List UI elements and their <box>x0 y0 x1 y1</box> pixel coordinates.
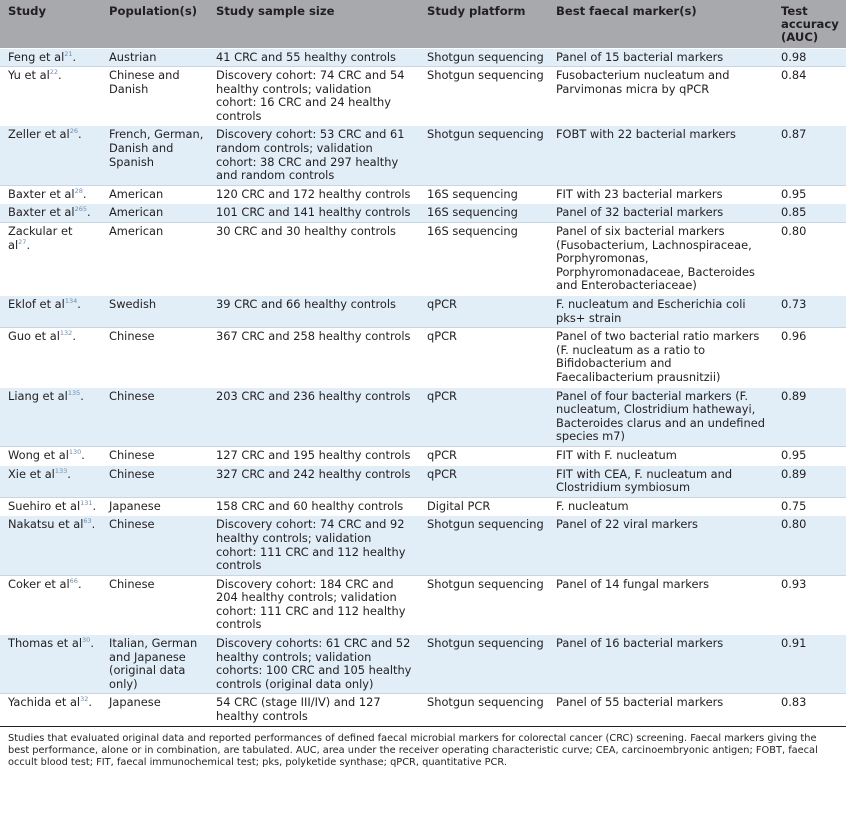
platform-cell: Digital PCR <box>419 497 548 516</box>
platform-cell: qPCR <box>419 296 548 328</box>
table-row <box>0 48 846 67</box>
marker-cell: F. nucleatum and Escherichia coli pks+ strain <box>548 296 773 328</box>
sample-size-cell: 127 CRC and 195 healthy controls <box>208 446 419 465</box>
study-author: Baxter et al <box>8 186 75 201</box>
population-cell: Austrian <box>101 48 208 67</box>
study-author: Zeller et al <box>8 127 70 142</box>
population-cell: Japanese <box>101 694 208 726</box>
platform-cell: Shotgun sequencing <box>419 635 548 694</box>
table-row <box>0 185 846 204</box>
marker-cell: Panel of six bacterial markers (Fusobacterium, Lachnospiraceae, Porphyromonas, Porphyromonadaceae, Bacteroides and Enterobacteriaceae) <box>548 223 773 296</box>
reference-number: 265 <box>74 205 87 214</box>
platform-cell: Shotgun sequencing <box>419 575 548 634</box>
platform-cell: 16S sequencing <box>419 223 548 296</box>
auc-cell: 0.93 <box>773 575 846 634</box>
population-cell: American <box>101 223 208 296</box>
marker-cell: FIT with 23 bacterial markers <box>548 185 773 204</box>
marker-cell: Panel of 14 fungal markers <box>548 575 773 634</box>
marker-cell: Panel of two bacterial ratio markers (F. nucleatum as a ratio to Bifidobacterium and Faecalibacterium prausnitzii) <box>548 328 773 387</box>
reference-number: 63 <box>83 517 92 526</box>
marker-cell: Panel of 15 bacterial markers <box>548 48 773 67</box>
study-author: Yachida et al <box>8 695 81 710</box>
reference-number: 135 <box>67 388 81 397</box>
reference-number: 66 <box>69 576 78 585</box>
population-cell: Chinese <box>101 575 208 634</box>
header-sample-size: Study sample size <box>208 0 419 48</box>
study-author: Xie et al <box>8 466 55 481</box>
population-cell: American <box>101 204 208 223</box>
study-cell: Zackular et al$^{27}$. <box>0 223 101 296</box>
study-cell: Baxter et al$^{265}$. <box>0 204 101 223</box>
auc-cell: 0.83 <box>773 694 846 726</box>
marker-cell: Panel of 16 bacterial markers <box>548 635 773 694</box>
auc-cell: 0.95 <box>773 446 846 465</box>
table-row <box>0 296 846 328</box>
table-row <box>0 67 846 126</box>
table-row <box>0 223 846 296</box>
population-cell: Italian, German and Japanese (original data only) <box>101 635 208 694</box>
reference-number: 30 <box>82 636 91 645</box>
table-row <box>0 694 846 726</box>
auc-cell: 0.80 <box>773 516 846 575</box>
platform-cell: qPCR <box>419 446 548 465</box>
table-row <box>0 328 846 387</box>
auc-cell: 0.80 <box>773 223 846 296</box>
auc-cell: 0.85 <box>773 204 846 223</box>
marker-cell: Panel of 32 bacterial markers <box>548 204 773 223</box>
study-author: Zackular et al <box>8 224 73 252</box>
platform-cell: qPCR <box>419 465 548 497</box>
reference-number: 28 <box>74 187 83 196</box>
population-cell: American <box>101 185 208 204</box>
reference-number: 131 <box>80 498 93 507</box>
sample-size-cell: 327 CRC and 242 healthy controls <box>208 465 419 497</box>
marker-cell: F. nucleatum <box>548 497 773 516</box>
marker-cell: Panel of four bacterial markers (F. nucleatum, Clostridium hathewayi, Bacteroides clarus and an undefined species m7) <box>548 387 773 446</box>
auc-cell: 0.87 <box>773 126 846 185</box>
study-cell: Feng et al$^{21}$. <box>0 48 101 67</box>
study-author: Guo et al <box>8 329 60 344</box>
study-cell: Zeller et al$^{26}$. <box>0 126 101 185</box>
reference-number: 22 <box>49 68 59 77</box>
platform-cell: 16S sequencing <box>419 204 548 223</box>
auc-cell: 0.98 <box>773 48 846 67</box>
platform-cell: qPCR <box>419 387 548 446</box>
study-cell: Xie et al$^{133}$. <box>0 465 101 497</box>
study-author: Suehiro et al <box>8 498 81 513</box>
table-row <box>0 387 846 446</box>
marker-cell: Fusobacterium nucleatum and Parvimonas micra by qPCR <box>548 67 773 126</box>
sample-size-cell: 367 CRC and 258 healthy controls <box>208 328 419 387</box>
sample-size-cell: Discovery cohorts: 61 CRC and 52 healthy controls; validation cohorts: 100 CRC and 105 healthy controls (original data only) <box>208 635 419 694</box>
population-cell: Swedish <box>101 296 208 328</box>
study-author: Yu et al <box>8 68 50 83</box>
marker-cell: FIT with F. nucleatum <box>548 446 773 465</box>
study-cell: Nakatsu et al$^{63}$. <box>0 516 101 575</box>
sample-size-cell: 158 CRC and 60 healthy controls <box>208 497 419 516</box>
marker-cell: FOBT with 22 bacterial markers <box>548 126 773 185</box>
table-row <box>0 126 846 185</box>
study-cell: Coker et al$^{66}$. <box>0 575 101 634</box>
sample-size-cell: Discovery cohort: 53 CRC and 61 random controls; validation cohort: 38 CRC and 297 healthy and random controls <box>208 126 419 185</box>
auc-cell: 0.75 <box>773 497 846 516</box>
header-population: Population(s) <box>101 0 208 48</box>
header-marker: Best faecal marker(s) <box>548 0 773 48</box>
sample-size-cell: Discovery cohort: 74 CRC and 92 healthy controls; validation cohort: 111 CRC and 112 healthy controls <box>208 516 419 575</box>
table-row <box>0 204 846 223</box>
table-row <box>0 516 846 575</box>
auc-cell: 0.89 <box>773 465 846 497</box>
table-row <box>0 635 846 694</box>
auc-cell: 0.73 <box>773 296 846 328</box>
sample-size-cell: 203 CRC and 236 healthy controls <box>208 387 419 446</box>
population-cell: Chinese <box>101 465 208 497</box>
platform-cell: Shotgun sequencing <box>419 694 548 726</box>
header-row <box>0 0 846 48</box>
study-cell: Thomas et al$^{30}$. <box>0 635 101 694</box>
table-row <box>0 575 846 634</box>
population-cell: Chinese <box>101 516 208 575</box>
table-caption: Studies that evaluated original data and reported performances of defined faecal microbial markers for colorectal cancer (CRC) screening. Faecal markers giving the best performance, alone or in combination, are tabulated. AUC, area under the receiver operating characteristic curve; CEA, carcinoembryonic antigen; FOBT, faecal occult blood test; FIT, faecal immunochemical test; pks, polyketide synthase; qPCR, quantitative PCR. <box>0 726 846 769</box>
study-cell: Baxter et al$^{28}$. <box>0 185 101 204</box>
reference-number: 26 <box>69 127 78 136</box>
sample-size-cell: Discovery cohort: 74 CRC and 54 healthy controls; validation cohort: 16 CRC and 24 healthy controls <box>208 67 419 126</box>
study-author: Thomas et al <box>8 636 83 651</box>
sample-size-cell: 30 CRC and 30 healthy controls <box>208 223 419 296</box>
population-cell: Chinese <box>101 328 208 387</box>
population-cell: Chinese and Danish <box>101 67 208 126</box>
auc-cell: 0.89 <box>773 387 846 446</box>
sample-size-cell: 41 CRC and 55 healthy controls <box>208 48 419 67</box>
study-author: Liang et al <box>8 388 68 403</box>
platform-cell: qPCR <box>419 328 548 387</box>
study-author: Coker et al <box>8 576 70 591</box>
platform-cell: Shotgun sequencing <box>419 67 548 126</box>
marker-cell: Panel of 55 bacterial markers <box>548 694 773 726</box>
population-cell: French, German, Danish and Spanish <box>101 126 208 185</box>
header-study: Study <box>0 0 101 48</box>
table-row <box>0 446 846 465</box>
header-platform: Study platform <box>419 0 548 48</box>
population-cell: Chinese <box>101 387 208 446</box>
marker-cell: Panel of 22 viral markers <box>548 516 773 575</box>
platform-cell: Shotgun sequencing <box>419 516 548 575</box>
table-row <box>0 465 846 497</box>
study-cell: Wong et al$^{130}$. <box>0 446 101 465</box>
sample-size-cell: 54 CRC (stage III/IV) and 127 healthy controls <box>208 694 419 726</box>
reference-number: 132 <box>59 329 73 338</box>
platform-cell: 16S sequencing <box>419 185 548 204</box>
study-author: Baxter et al <box>8 205 75 220</box>
auc-cell: 0.96 <box>773 328 846 387</box>
study-author: Eklof et al <box>8 297 65 311</box>
sample-size-cell: 101 CRC and 141 healthy controls <box>208 204 419 223</box>
study-author: Wong et al <box>8 447 69 462</box>
reference-number: 27 <box>18 237 27 246</box>
sample-size-cell: Discovery cohort: 184 CRC and 204 healthy controls; validation cohort: 111 CRC and 112 healthy controls <box>208 575 419 634</box>
reference-number: 130 <box>68 448 82 457</box>
platform-cell: Shotgun sequencing <box>419 48 548 67</box>
study-cell: Liang et al$^{135}$. <box>0 387 101 446</box>
study-cell: Yachida et al$^{32}$. <box>0 694 101 726</box>
population-cell: Chinese <box>101 446 208 465</box>
study-cell: Suehiro et al$^{131}$. <box>0 497 101 516</box>
sample-size-cell: 120 CRC and 172 healthy controls <box>208 185 419 204</box>
reference-number: 133 <box>54 466 68 475</box>
reference-number: 134 <box>64 297 78 306</box>
study-author: Feng et al <box>8 49 65 64</box>
auc-cell: 0.91 <box>773 635 846 694</box>
platform-cell: Shotgun sequencing <box>419 126 548 185</box>
auc-cell: 0.95 <box>773 185 846 204</box>
reference-number: 21 <box>64 49 73 58</box>
auc-cell: 0.84 <box>773 67 846 126</box>
reference-number: 32 <box>80 695 89 704</box>
population-cell: Japanese <box>101 497 208 516</box>
study-cell: Eklof et al$^{134}$. <box>0 296 101 328</box>
study-cell: Guo et al$^{132}$. <box>0 328 101 387</box>
header-auc: Test accuracy (AUC) <box>773 0 846 48</box>
study-cell: Yu et al$^{22}$. <box>0 67 101 126</box>
study-author: Nakatsu et al <box>8 517 84 532</box>
table-row <box>0 497 846 516</box>
marker-cell: FIT with CEA, F. nucleatum and Clostridium symbiosum <box>548 465 773 497</box>
sample-size-cell: 39 CRC and 66 healthy controls <box>208 296 419 328</box>
